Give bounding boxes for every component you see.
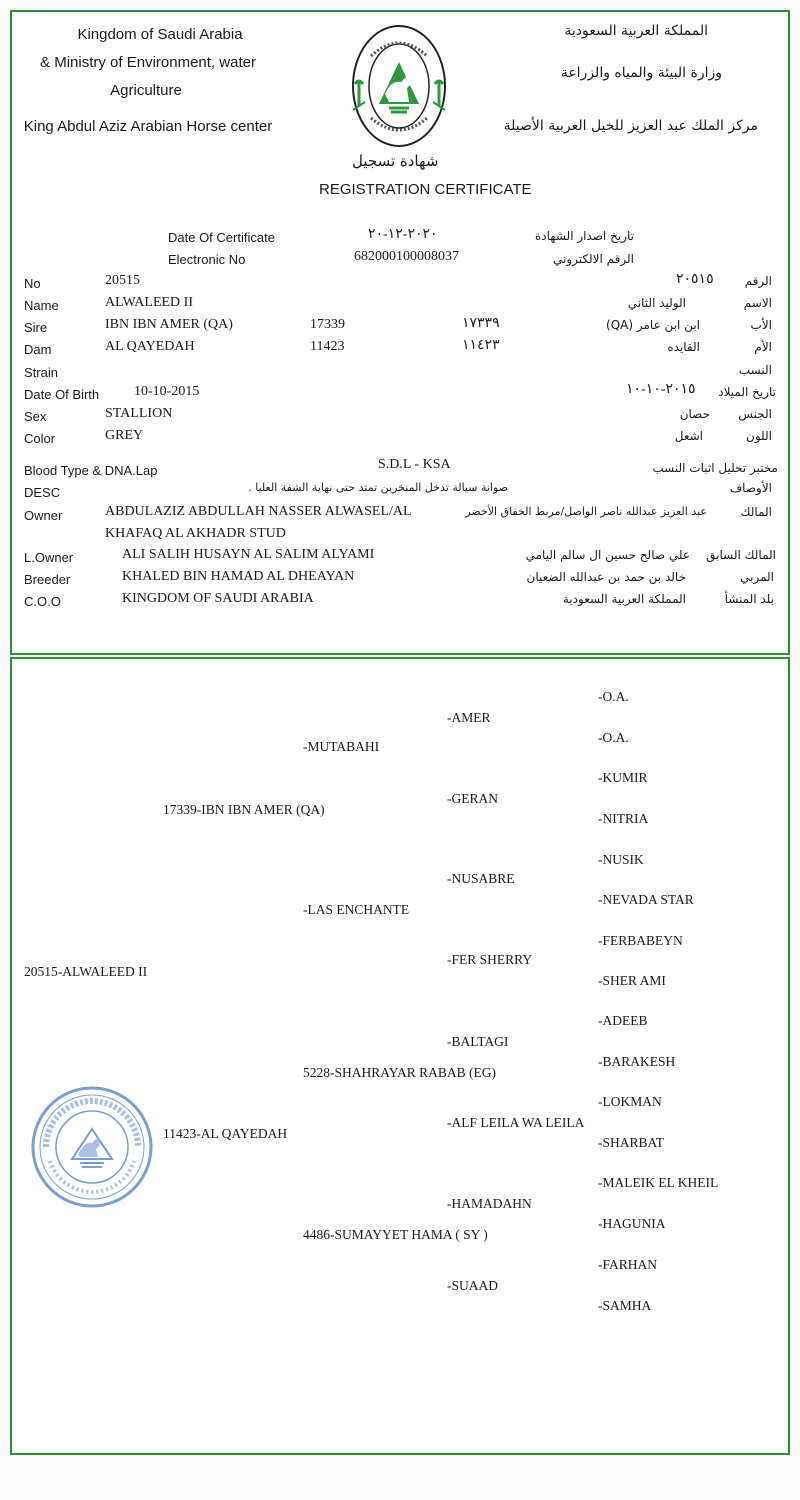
sex-label: Sex: [24, 409, 47, 424]
certificate-title-ar: شهادة تسجيل: [352, 152, 439, 170]
sire-value: IBN IBN AMER (QA): [105, 317, 233, 332]
pedigree-gen2-item: -LAS ENCHANTE: [303, 902, 410, 917]
color-label: Color: [24, 431, 56, 446]
header-ar-line2: وزارة البيئة والمياه والزراعة: [560, 65, 722, 81]
desc-label-ar: الأوصاف: [729, 481, 772, 495]
pedigree-gen2-item: -MUTABAHI: [303, 739, 380, 754]
owner-label: Owner: [24, 508, 63, 523]
sire-value-ar: (QA) ابن ابن عامر: [606, 318, 700, 332]
no-value-ar: ٢٠٥١٥: [676, 272, 714, 287]
owner-value-line2: KHAFAQ AL AKHADR STUD: [105, 526, 286, 541]
pedigree-gen3-item: -GERAN: [447, 791, 498, 806]
sire-label-ar: الأب: [750, 318, 772, 332]
coo-label: C.O.O: [24, 594, 61, 609]
no-value: 20515: [105, 273, 140, 288]
pedigree-gen4-item: -ADEEB: [598, 1013, 648, 1028]
lowner-value-ar: علي صالح حسين ال سالم اليامي: [525, 548, 690, 562]
blood-label: Blood Type & DNA.Lap: [24, 463, 158, 478]
header-en-line2: & Ministry of Environment, water: [40, 54, 256, 71]
dam-value: AL QAYEDAH: [105, 339, 195, 354]
certificate-title-en: REGISTRATION CERTIFICATE: [319, 181, 532, 198]
pedigree-subject: 20515-ALWALEED II: [24, 964, 148, 979]
pedigree-gen4-item: -SHARBAT: [598, 1135, 665, 1150]
color-label-ar: اللون: [746, 429, 772, 443]
breeder-value-ar: خالد بن حمد بن عبدالله الضعيان: [526, 570, 686, 584]
dob-label-ar: تاريخ الميلاد: [718, 385, 776, 399]
pedigree-gen4-item: -MALEIK EL KHEIL: [598, 1175, 719, 1190]
electronic-label: Electronic No: [168, 252, 246, 267]
pedigree-gen3-item: -HAMADAHN: [447, 1196, 532, 1211]
pedigree-gen3-item: -SUAAD: [447, 1278, 499, 1293]
registry-stamp-icon: [30, 1085, 154, 1214]
dob-value-ar: ٢٠١٥-١٠-١٠: [626, 382, 696, 397]
lowner-label: L.Owner: [24, 550, 74, 565]
pedigree-gen4-item: -O.A.: [598, 689, 629, 704]
coo-value-ar: المملكة العربية السعودية: [562, 592, 686, 606]
dam-label-ar: الأم: [754, 340, 772, 354]
pedigree-gen4-item: -SAMHA: [598, 1298, 652, 1313]
pedigree-gen4-item: -NEVADA STAR: [598, 892, 694, 907]
owner-label-ar: المالك: [740, 505, 772, 519]
date-value: ٢٠٢٠-١٢-٢٠: [368, 227, 438, 242]
dam-value-ar: القايده: [667, 340, 700, 354]
emblem-logo-icon: [349, 22, 449, 159]
coo-value: KINGDOM OF SAUDI ARABIA: [122, 591, 314, 606]
pedigree-gen4-item: -NUSIK: [598, 852, 644, 867]
pedigree-gen2-item: 5228-SHAHRAYAR RABAB (EG): [303, 1065, 497, 1080]
dam-label: Dam: [24, 342, 52, 357]
pedigree-gen3-item: -ALF LEILA WA LEILA: [447, 1115, 585, 1130]
lowner-value: ALI SALIH HUSAYN AL SALIM ALYAMI: [122, 547, 375, 562]
name-value-ar: الوليد الثاني: [627, 296, 686, 310]
pedigree-gen3-item: -NUSABRE: [447, 871, 515, 886]
pedigree-gen4-item: -FERBABEYN: [598, 933, 683, 948]
pedigree-gen1-sire: 17339-IBN IBN AMER (QA): [163, 802, 325, 817]
pedigree-gen4-item: -FARHAN: [598, 1257, 658, 1272]
sex-value: STALLION: [105, 406, 173, 421]
breeder-label-ar: المربي: [740, 570, 774, 584]
name-value: ALWALEED II: [105, 295, 193, 310]
sex-label-ar: الجنس: [738, 407, 772, 421]
dob-label: Date Of Birth: [24, 387, 100, 402]
sire-number: 17339: [310, 317, 345, 332]
pedigree-gen4-item: -O.A.: [598, 730, 629, 745]
pedigree-gen4-item: -NITRIA: [598, 811, 649, 826]
electronic-label-ar: الرقم الالكتروني: [553, 252, 634, 266]
color-value-ar: اشعل: [674, 429, 703, 443]
name-label: Name: [24, 298, 59, 313]
header-ar-line3: مركز الملك عبد العزيز للخيل العربية الأصيلة: [503, 118, 758, 134]
desc-label: DESC: [24, 485, 61, 500]
header-en-line1: Kingdom of Saudi Arabia: [77, 26, 243, 43]
dam-number-ar: ١١٤٢٣: [462, 338, 500, 353]
blood-label-ar: مختبر تحليل اثبات النسب: [652, 461, 778, 475]
breeder-label: Breeder: [24, 572, 71, 587]
coo-label-ar: بلد المنشأ: [724, 592, 774, 606]
strain-label-ar: النسب: [738, 363, 772, 377]
no-label-ar: الرقم: [744, 274, 772, 288]
header-en-line4: King Abdul Aziz Arabian Horse center: [23, 118, 273, 135]
blood-value: S.D.L - KSA: [378, 457, 451, 472]
header-ar-line1: المملكة العربية السعودية: [564, 23, 708, 39]
pedigree-gen1-dam: 11423-AL QAYEDAH: [163, 1126, 288, 1141]
sire-label: Sire: [24, 320, 48, 335]
pedigree-gen4-item: -SHER AMI: [598, 973, 666, 988]
dam-number: 11423: [310, 339, 345, 354]
pedigree-gen4-item: -HAGUNIA: [598, 1216, 666, 1231]
header-en-line3: Agriculture: [110, 82, 182, 99]
pedigree-gen3-item: -AMER: [447, 710, 491, 725]
date-label: Date Of Certificate: [168, 230, 275, 245]
strain-label: Strain: [24, 365, 58, 380]
pedigree-gen4-item: -KUMIR: [598, 770, 648, 785]
sex-value-ar: حصان: [679, 407, 710, 421]
pedigree-gen4-item: -BARAKESH: [598, 1054, 676, 1069]
desc-value-ar: صوانة سيالة تدخل المنخرين تمتد حتى نهاية الشفة العليا .: [248, 481, 508, 494]
pedigree-gen4-item: -LOKMAN: [598, 1094, 662, 1109]
pedigree-gen3-item: -FER SHERRY: [447, 952, 533, 967]
no-label: No: [24, 276, 41, 291]
owner-value-ar: عبد العزيز عبدالله ناصر الواصل/مربط الخفاق الأخضر: [465, 505, 707, 518]
pedigree-gen2-item: 4486-SUMAYYET HAMA ( SY ): [303, 1227, 488, 1242]
color-value: GREY: [105, 428, 144, 443]
name-label-ar: الاسم: [743, 296, 772, 310]
breeder-value: KHALED BIN HAMAD AL DHEAYAN: [122, 569, 355, 584]
pedigree-gen3-item: -BALTAGI: [447, 1034, 509, 1049]
dob-value: 10-10-2015: [134, 384, 200, 399]
electronic-value: 682000100008037: [354, 249, 459, 264]
owner-value-line1: ABDULAZIZ ABDULLAH NASSER ALWASEL/AL: [105, 504, 412, 519]
lowner-label-ar: المالك السابق: [706, 548, 776, 562]
date-label-ar: تاريخ اصدار الشهادة: [535, 229, 634, 243]
sire-number-ar: ١٧٣٣٩: [462, 316, 500, 331]
